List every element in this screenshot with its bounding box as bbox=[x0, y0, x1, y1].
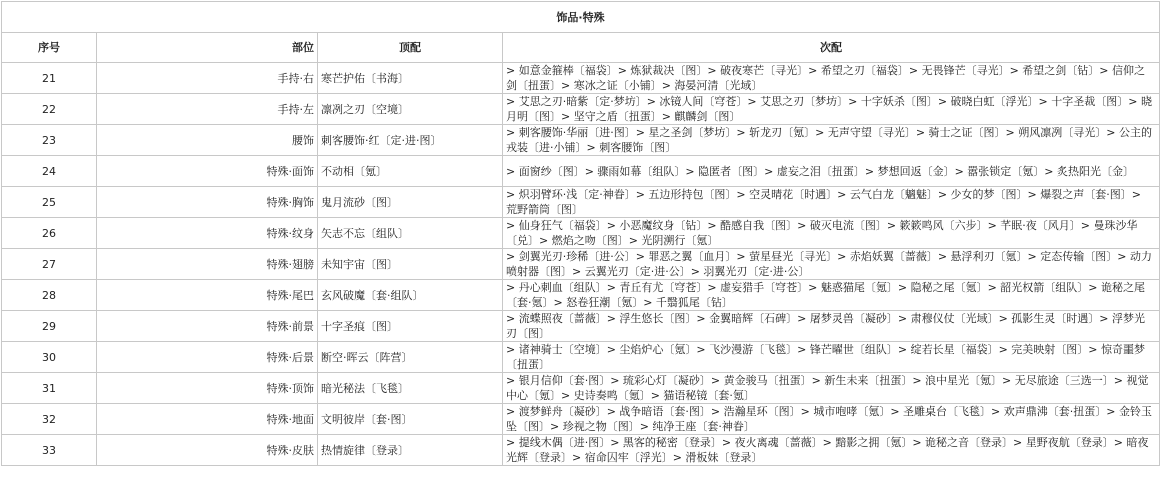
cell-seq: 23 bbox=[2, 125, 97, 156]
cell-seq: 27 bbox=[2, 249, 97, 280]
cell-top: 寒芒护佑〔书海〕 bbox=[318, 63, 503, 94]
table-row bbox=[2, 373, 1160, 404]
header-sub: 次配 bbox=[503, 33, 1160, 63]
table-row bbox=[2, 280, 1160, 311]
cell-top: 凛冽之刃〔空境〕 bbox=[318, 94, 503, 125]
cell-top: 热情旋律〔登录〕 bbox=[318, 435, 503, 466]
cell-top: 鬼月流砂〔图〕 bbox=[318, 187, 503, 218]
cell-sub bbox=[503, 249, 1160, 280]
cell-seq: 30 bbox=[2, 342, 97, 373]
cell-seq: 25 bbox=[2, 187, 97, 218]
cell-sub bbox=[503, 280, 1160, 311]
cell-sub bbox=[503, 311, 1160, 342]
cell-part: 手持·右 bbox=[97, 63, 318, 94]
table-row bbox=[2, 342, 1160, 373]
header-top: 顶配 bbox=[318, 33, 503, 63]
cell-sub bbox=[503, 63, 1160, 94]
cell-part: 特殊·胸饰 bbox=[97, 187, 318, 218]
cell-seq: 33 bbox=[2, 435, 97, 466]
cell-seq: 26 bbox=[2, 218, 97, 249]
cell-part: 特殊·地面 bbox=[97, 404, 318, 435]
table-row bbox=[2, 404, 1160, 435]
table-title-row bbox=[2, 2, 1160, 33]
cell-sub-text: > 丹心刺血〔组队〕> 青丘有尤〔穹苍〕> 虚妄猎手〔穹苍〕> 魅惑猫尾〔氪〕> 隐秘之尾〔氪〕> 韶光权箭〔组队〕> 诡秘之尾〔套·氪〕> 怒卷狂潮〔氪〕> 千翳狐尾〔钻〕 bbox=[506, 281, 1145, 309]
cell-sub-text: > 银月信仰〔套·图〕> 琉彩心灯〔凝砂〕> 黄金骏马〔扭蛋〕> 新生未来〔扭蛋〕> 浪中星光〔氪〕> 无尽旅途〔三选一〕> 视觉中心〔氪〕> 史诗奏鸣〔氪〕> 猫语秘镜〔套·氪〕 bbox=[506, 374, 1149, 402]
cell-part: 特殊·顶饰 bbox=[97, 373, 318, 404]
table-title: 饰品·特殊 bbox=[2, 2, 1160, 33]
cell-sub-text: > 刺客腰饰·华丽〔进·图〕> 星之圣剑〔梦坊〕> 斩龙刃〔氪〕> 无声守望〔寻光〕> 骑士之证〔图〕> 朔风凛冽〔寻光〕> 公主的戎装〔进·小铺〕> 刺客腰饰〔图〕 bbox=[506, 126, 1152, 154]
cell-part: 特殊·前景 bbox=[97, 311, 318, 342]
cell-sub bbox=[503, 373, 1160, 404]
cell-sub-text: > 面窗纱〔图〕> 骤雨如幕〔组队〕> 隐匿者〔图〕> 虚妄之泪〔扭蛋〕> 梦想回返〔金〕> 嚣张锁定〔氪〕> 炙热阳光〔金〕 bbox=[506, 164, 1134, 178]
cell-seq: 29 bbox=[2, 311, 97, 342]
cell-sub-text: > 流蝶照夜〔蔷薇〕> 浮生悠长〔图〕> 金翼暗辉〔石碑〕> 屠梦灵兽〔凝砂〕> 肃穆仪仗〔光域〕> 孤影生灵〔时遇〕> 浮梦光刃〔图〕 bbox=[506, 312, 1145, 340]
cell-sub bbox=[503, 435, 1160, 466]
cell-top: 文明彼岸〔套·图〕 bbox=[318, 404, 503, 435]
cell-part: 腰饰 bbox=[97, 125, 318, 156]
cell-top: 未知宇宙〔图〕 bbox=[318, 249, 503, 280]
table-row bbox=[2, 311, 1160, 342]
cell-seq: 21 bbox=[2, 63, 97, 94]
cell-top: 十字圣痕〔图〕 bbox=[318, 311, 503, 342]
table-row bbox=[2, 125, 1160, 156]
cell-sub-text: > 渡梦鲜舟〔凝砂〕> 战争暗语〔套·图〕> 浩瀚星环〔图〕> 城市咆哮〔氪〕> 圣雕桌台〔飞毯〕> 欢声鼎沸〔套·扭蛋〕> 金铃玉坠〔图〕> 珍视之物〔图〕> 纯净王座〔套·神眷〕 bbox=[506, 405, 1152, 433]
cell-seq: 24 bbox=[2, 156, 97, 187]
cell-top: 不动相〔氪〕 bbox=[318, 156, 503, 187]
cell-sub bbox=[503, 156, 1160, 187]
cell-top: 断空·晖云〔阵营〕 bbox=[318, 342, 503, 373]
table-row bbox=[2, 156, 1160, 187]
cell-top: 刺客腰饰·红〔定·进·图〕 bbox=[318, 125, 503, 156]
table-row bbox=[2, 249, 1160, 280]
cell-sub-text: > 艾思之刃·暗紫〔定·梦坊〕> 冰镜人间〔穹苍〕> 艾思之刃〔梦坊〕> 十字妖杀〔图〕> 破晓白虹〔浮光〕> 十字圣裁〔图〕> 晓月明〔图〕> 坚守之盾〔扭蛋〕> 麒麟剑〔图〕 bbox=[506, 95, 1152, 123]
table-row bbox=[2, 94, 1160, 125]
cell-seq: 32 bbox=[2, 404, 97, 435]
cell-sub bbox=[503, 404, 1160, 435]
cell-top: 矢志不忘〔组队〕 bbox=[318, 218, 503, 249]
cell-sub-text: > 诸神骑士〔空境〕> 尘焰炉心〔氪〕> 飞沙漫游〔飞毯〕> 锋芒曜世〔组队〕> 绽若长星〔福袋〕> 完美映射〔图〕> 惊奇噩梦〔扭蛋〕 bbox=[506, 343, 1145, 371]
cell-seq: 28 bbox=[2, 280, 97, 311]
header-part: 部位 bbox=[97, 33, 318, 63]
table-row bbox=[2, 187, 1160, 218]
cell-seq: 22 bbox=[2, 94, 97, 125]
cell-top: 玄风破魔〔套·组队〕 bbox=[318, 280, 503, 311]
cell-part: 特殊·面饰 bbox=[97, 156, 318, 187]
table-row bbox=[2, 435, 1160, 466]
cell-top: 暗光秘法〔飞毯〕 bbox=[318, 373, 503, 404]
cell-part: 特殊·皮肤 bbox=[97, 435, 318, 466]
cell-sub bbox=[503, 125, 1160, 156]
cell-sub bbox=[503, 218, 1160, 249]
cell-sub-text: > 如意金箍棒〔福袋〕> 炼狱裁决〔图〕> 破夜寒芒〔寻光〕> 希望之刃〔福袋〕> 无畏锋芒〔寻光〕> 希望之剑〔钻〕> 信仰之剑〔扭蛋〕> 寒冰之证〔小铺〕> 海晏河清〔光域〕 bbox=[506, 64, 1145, 92]
table-header-row bbox=[2, 33, 1160, 63]
accessory-special-table bbox=[1, 1, 1160, 466]
cell-sub-text: > 仙身狂气〔福袋〕> 小恶魔纹身〔钻〕> 酷感自我〔图〕> 破灭电流〔图〕> 簌簌鸣风〔六步〕> 芊眠·夜〔风月〕> 曼珠沙华〔兑〕> 燃焰之吻〔图〕> 光阴溯行〔氪〕 bbox=[506, 219, 1138, 247]
table-row bbox=[2, 63, 1160, 94]
cell-sub bbox=[503, 94, 1160, 125]
cell-part: 特殊·尾巴 bbox=[97, 280, 318, 311]
cell-part: 手持·左 bbox=[97, 94, 318, 125]
cell-sub-text: > 剑翼光刃·珍稀〔进·公〕> 罪恶之翼〔血月〕> 萤星昼光〔寻光〕> 赤焰妖翼〔蔷薇〕> 悬浮利刃〔氪〕> 定态传输〔图〕> 动力喷射器〔图〕> 云翼光刃〔定·进·公〕> 羽翼光刃〔定·进·公〕 bbox=[506, 250, 1152, 278]
cell-part: 特殊·纹身 bbox=[97, 218, 318, 249]
cell-seq: 31 bbox=[2, 373, 97, 404]
cell-sub bbox=[503, 187, 1160, 218]
cell-sub-text: > 提线木偶〔进·图〕> 黑客的秘密〔登录〕> 夜火离魂〔蔷薇〕> 黯影之拥〔氪〕> 诡秘之音〔登录〕> 星野夜航〔登录〕> 暗夜光辉〔登录〕> 宿命囚牢〔浮光〕> 滑板妹〔登录〕 bbox=[506, 436, 1149, 464]
cell-part: 特殊·后景 bbox=[97, 342, 318, 373]
table-row bbox=[2, 218, 1160, 249]
header-seq: 序号 bbox=[2, 33, 97, 63]
cell-sub-text: > 炽羽臂环·浅〔定·神眷〕> 五边形持包〔图〕> 空灵晴花〔时遇〕> 云气白龙〔魑魅〕> 少女的梦〔图〕> 爆裂之声〔套·图〕> 荒野箭筒〔图〕 bbox=[506, 188, 1141, 216]
cell-sub bbox=[503, 342, 1160, 373]
cell-part: 特殊·翅膀 bbox=[97, 249, 318, 280]
